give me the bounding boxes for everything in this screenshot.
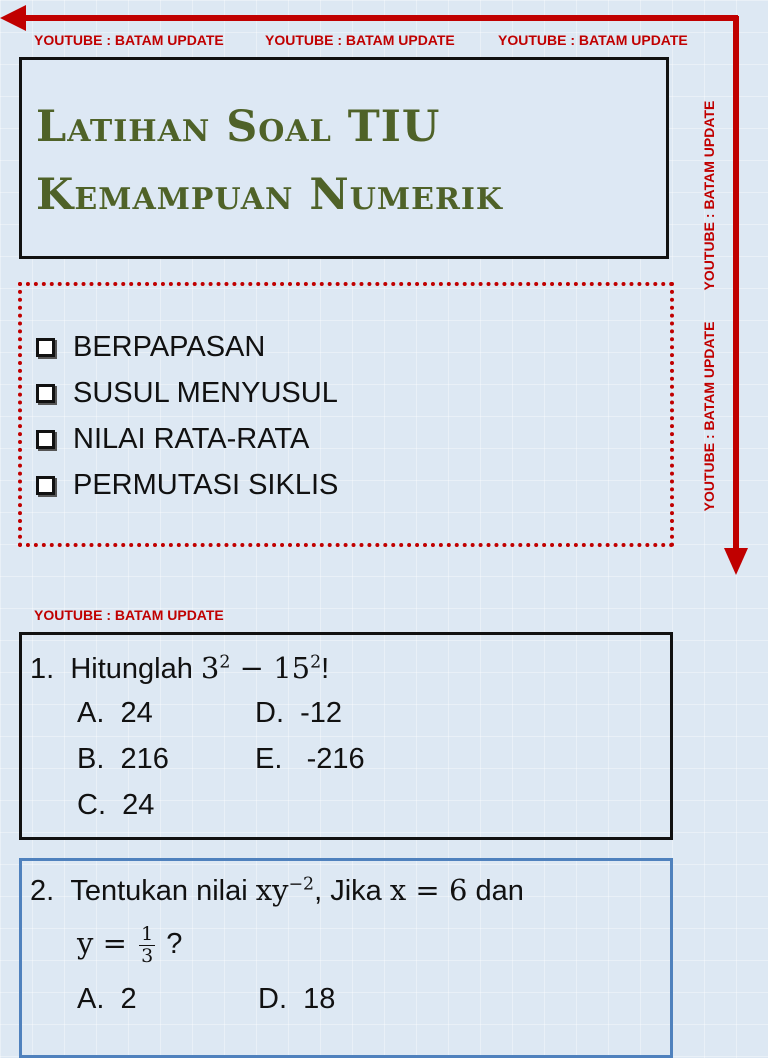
watermark-side: YOUTUBE : BATAM UPDATE YOUTUBE : BATAM UPDATE <box>701 100 717 512</box>
option-a: A. 24 <box>77 697 153 729</box>
option-b: B. 216 <box>77 743 169 775</box>
question-1-expression: $3^2 - 15^2$ <box>200 651 322 685</box>
topic-item: PERMUTASI SIKLIS <box>36 469 338 502</box>
watermark-top-1: YOUTUBE : BATAM UPDATE <box>34 32 224 48</box>
topic-item: NILAI RATA-RATA <box>36 423 309 456</box>
arrow-down-head <box>724 548 748 575</box>
question-1-box <box>19 632 673 840</box>
option-c: C. 24 <box>77 789 155 821</box>
checkbox-icon <box>36 430 55 449</box>
option-d: D. 18 <box>258 983 336 1015</box>
option-a: A. 2 <box>77 983 137 1015</box>
fraction: $\frac{1}{3}$ <box>141 923 154 967</box>
title-line-2: Kemampuan Numerik <box>36 170 503 220</box>
checkbox-icon <box>36 476 55 495</box>
topics-box <box>18 282 674 547</box>
question-2-expression: $xy^{-2}$ <box>255 873 315 907</box>
title-line-1: Latihan Soal TIU <box>36 102 441 152</box>
option-d: D. -12 <box>255 697 343 729</box>
watermark-top-3: YOUTUBE : BATAM UPDATE <box>498 32 688 48</box>
question-2-text: 2. Tentukan nilai $xy^{-2}$, Jika x = 6 dan <box>30 873 524 907</box>
question-2-box <box>19 858 673 1058</box>
topic-item: SUSUL MENYUSUL <box>36 377 338 410</box>
checkbox-icon <box>36 384 55 403</box>
watermark-top-2: YOUTUBE : BATAM UPDATE <box>265 32 455 48</box>
topic-item: BERPAPASAN <box>36 331 265 364</box>
checkbox-icon <box>36 338 55 357</box>
watermark-mid: YOUTUBE : BATAM UPDATE <box>34 607 224 623</box>
option-e: E. -216 <box>255 743 365 775</box>
title-box <box>19 57 669 259</box>
question-2-text-line-2: y = $\frac{1}{3}$ ? <box>77 923 183 967</box>
question-1-text: 1. Hitunglah $3^2 - 15^2$! <box>30 651 330 685</box>
